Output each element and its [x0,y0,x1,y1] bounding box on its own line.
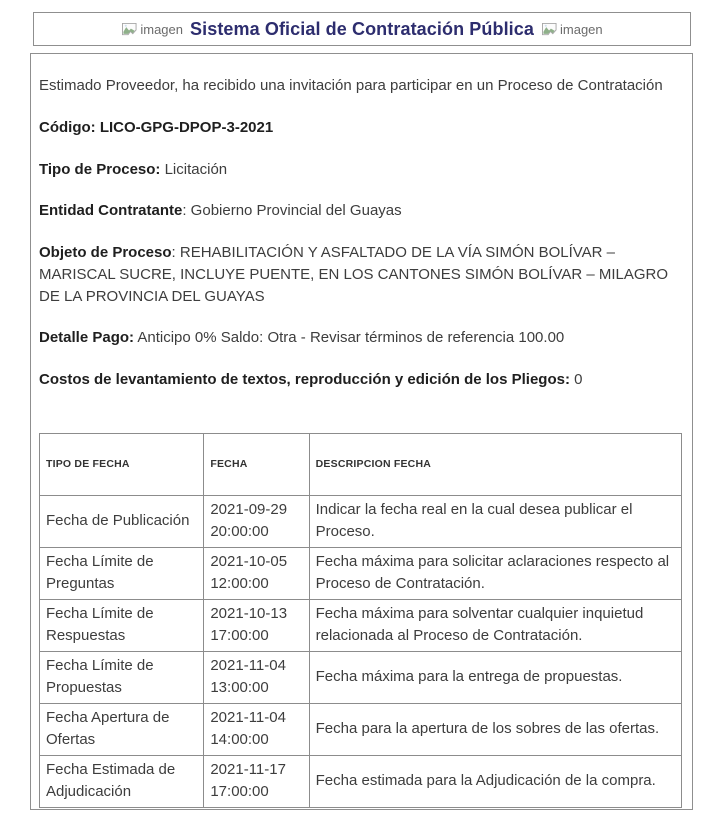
broken-image-right [541,22,603,37]
field-objeto-proceso [39,242,682,307]
field-entidad-contratante [39,200,682,222]
broken-image-icon [121,22,138,37]
table-row [40,703,682,755]
field-detalle-pago [39,327,682,349]
table-row [40,495,682,547]
field-costos-label: Costos de levantamiento de textos, reproducción y edición de los Pliegos: [39,371,570,388]
broken-image-icon [541,22,558,37]
broken-image-left [121,22,183,37]
field-objeto-value: : REHABILITACIÓN Y ASFALTADO DE LA VÍA SIMÓN BOLÍVAR – MARISCAL SUCRE, INCLUYE PUENTE, EN LOS CANTONES SIMÓN BOLÍVAR – MILAGRO DE LA PROVINCIA DEL GUAYAS [39,244,669,305]
cell-fecha: 2021-10-05 12:00:00 [204,547,309,599]
field-costos-pliegos [39,369,682,391]
table-row [40,755,682,807]
field-entidad-label: Entidad Contratante [39,202,183,220]
cell-descripcion: Fecha estimada para la Adjudicación de la compra. [309,755,681,807]
cell-tipo-fecha: Fecha de Publicación [40,495,204,547]
email-body [30,53,693,810]
email-header [33,12,691,46]
field-detalle-pago-label: Detalle Pago: [39,329,135,347]
intro-text: Estimado Proveedor, ha recibido una invitación para participar en un Proceso de Contratación [39,77,663,94]
broken-image-alt-text: imagen [560,21,603,37]
cell-descripcion: Fecha máxima para solventar cualquier inquietud relacionada al Proceso de Contratación. [309,599,681,651]
field-codigo [39,117,682,139]
cell-tipo-fecha: Fecha Límite de Propuestas [40,651,204,703]
table-row [40,651,682,703]
field-costos-value: 0 [569,371,583,388]
field-detalle-pago-value: Anticipo 0% Saldo: Otra - Revisar términos de referencia 100.00 [134,329,565,347]
cell-fecha: 2021-11-04 13:00:00 [204,651,309,703]
table-header-row [40,433,682,495]
cell-tipo-fecha: Fecha Límite de Respuestas [40,599,204,651]
cell-fecha: 2021-11-17 17:00:00 [204,755,309,807]
field-tipo-proceso [39,159,682,181]
cell-descripcion: Fecha máxima para la entrega de propuestas. [309,651,681,703]
field-objeto-label: Objeto de Proceso [39,244,172,261]
cell-fecha: 2021-10-13 17:00:00 [204,599,309,651]
table-row [40,599,682,651]
cell-tipo-fecha: Fecha Apertura de Ofertas [40,703,204,755]
field-entidad-value: : Gobierno Provincial del Guayas [182,202,402,220]
dates-table [39,433,682,808]
cell-descripcion: Fecha para la apertura de los sobres de las ofertas. [309,703,681,755]
column-header-descripcion-fecha: DESCRIPCION FECHA [309,433,681,495]
field-codigo-label: Código: LICO-GPG-DPOP-3-2021 [39,118,274,136]
cell-tipo-fecha: Fecha Estimada de Adjudicación [40,755,204,807]
broken-image-alt-text: imagen [140,21,183,37]
cell-fecha: 2021-11-04 14:00:00 [204,703,309,755]
field-tipo-proceso-value: Licitación [160,160,228,178]
page-title: Sistema Oficial de Contratación Pública [190,18,534,39]
cell-descripcion: Indicar la fecha real en la cual desea publicar el Proceso. [309,495,681,547]
column-header-tipo-de-fecha: TIPO DE FECHA [40,433,204,495]
cell-tipo-fecha: Fecha Límite de Preguntas [40,547,204,599]
field-tipo-proceso-label: Tipo de Proceso: [39,160,161,178]
cell-fecha: 2021-09-29 20:00:00 [204,495,309,547]
cell-descripcion: Fecha máxima para solicitar aclaraciones respecto al Proceso de Contratación. [309,547,681,599]
column-header-fecha: FECHA [204,433,309,495]
table-row [40,547,682,599]
